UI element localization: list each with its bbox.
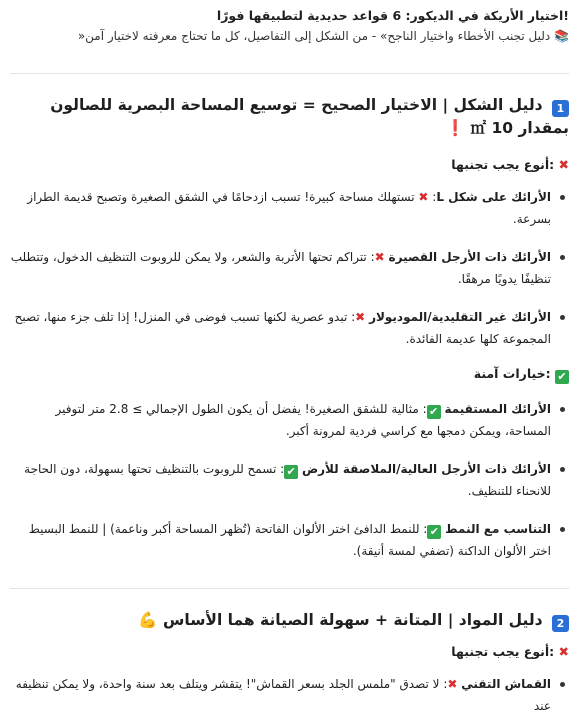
section2-heading <box>10 609 569 632</box>
list-item: الأرائك ذات الأرجل العالية/الملاصقة للأرض ✔: تسمح للروبوت بالتنظيف تحتها بسهولة، دون الحاجة للانحناء للتنظيف. <box>10 458 569 502</box>
list-item: الأرائك غير التقليدية/الموديولار ✖: تبدو عصرية لكنها تسبب فوضى في المنزل! إذا تلف جزء منها، تصبح المجموعة كلها عديمة الفائدة. <box>10 306 569 350</box>
item-term: الأرائك على شكل L <box>436 190 551 204</box>
check-icon: ✔ <box>555 370 569 384</box>
section1-safe-list <box>10 398 569 562</box>
item-term: الأرائك المستقيمة <box>444 402 551 416</box>
item-term: الأرائك ذات الأرجل العالية/الملاصقة للأرض <box>301 462 551 476</box>
cross-icon: ✖ <box>355 310 366 324</box>
cross-icon: ✖ <box>374 250 385 264</box>
cross-icon: ✖ <box>558 644 569 659</box>
check-icon: ✔ <box>427 405 441 419</box>
cross-icon: ✖ <box>418 190 429 204</box>
section1-number-badge: 1 <box>552 100 569 117</box>
intro-title: !اختيار الأريكة في الديكور: 6 قواعد حديدية لتطبيقها فورًا <box>216 8 569 23</box>
cross-icon: ✖ <box>558 157 569 172</box>
item-text: تتراكم تحتها الأتربة والشعر، ولا يمكن للروبوت التنظيف الدخول، وتتطلب تنظيفًا يدويًا مرهقًا. <box>10 250 551 286</box>
list-item: الأرائك على شكل L: ✖ تستهلك مساحة كبيرة! تسبب ازدحامًا في الشقق الصغيرة وتصبح قديمة الطراز بسرعة. <box>10 186 569 230</box>
item-term: التناسب مع النمط <box>445 522 551 536</box>
section1-avoid-list <box>10 186 569 350</box>
item-term: القماش التقني <box>461 677 551 691</box>
section2-title: دليل المواد | المتانة + سهولة الصيانة هما الأساس <box>162 611 543 629</box>
divider <box>10 73 569 74</box>
item-text: تسمح للروبوت بالتنظيف تحتها بسهولة، دون الحاجة للانحناء للتنظيف. <box>24 462 551 498</box>
check-icon: ✔ <box>284 465 298 479</box>
cross-icon: ✖ <box>447 677 458 691</box>
section1-safe-label <box>10 366 569 384</box>
check-icon: ✔ <box>427 525 441 539</box>
section1-title: دليل الشكل | الاختيار الصحيح = توسيع المساحة البصرية للصالون بمقدار 10 ㎡ <box>50 96 569 137</box>
section1-avoid-label <box>10 157 569 172</box>
section2 <box>10 609 569 717</box>
intro-subtitle-text: دليل تجنب الأخطاء واختيار الناجح» - من الشكل إلى التفاصيل، كل ما تحتاج معرفته لاختيار آمن« <box>77 29 551 43</box>
section2-avoid-list <box>10 673 569 717</box>
safe-label-text: :خيارات آمنة <box>473 366 551 381</box>
list-item: الأرائك ذات الأرجل القصيرة ✖: تتراكم تحتها الأتربة والشعر، ولا يمكن للروبوت التنظيف الدخول، وتتطلب تنظيفًا يدويًا مرهقًا. <box>10 246 569 290</box>
item-text: للنمط الدافئ اختر الألوان الفاتحة (تُظهر المساحة أكبر وناعمة) | للنمط البسيط اختر الألوان الداكنة (تضفي لمسة أنيقة). <box>28 522 551 558</box>
item-term: الأرائك ذات الأرجل القصيرة <box>388 250 551 264</box>
section2-number-badge: 2 <box>552 615 569 632</box>
list-item: التناسب مع النمط ✔: للنمط الدافئ اختر الألوان الفاتحة (تُظهر المساحة أكبر وناعمة) | للنمط البسيط اختر الألوان الداكنة (تضفي لمسة أنيقة). <box>10 518 569 562</box>
item-text: تستهلك مساحة كبيرة! تسبب ازدحامًا في الشقق الصغيرة وتصبح قديمة الطراز بسرعة. <box>27 190 551 226</box>
avoid-label-text: :أنوع يجب تجنبها <box>451 644 555 659</box>
list-item: القماش التقني ✖: لا تصدق "ملمس الجلد بسعر القماش"! يتقشر ويتلف بعد سنة واحدة، ولا يمكن تنظيفه عند <box>10 673 569 717</box>
divider <box>10 588 569 589</box>
list-item: الأرائك المستقيمة ✔: مثالية للشقق الصغيرة! يفضل أن يكون الطول الإجمالي ≥ 2.8 متر لتوفير المساحة، ويمكن دمجها مع كراسي فردية لمرونة أكبر. <box>10 398 569 442</box>
section2-avoid-label <box>10 644 569 659</box>
section1-heading <box>10 94 569 139</box>
muscle-icon: 💪 <box>138 611 158 629</box>
books-icon: 📚 <box>554 29 569 43</box>
item-term: الأرائك غير التقليدية/الموديولار <box>369 310 551 324</box>
item-text: لا تصدق "ملمس الجلد بسعر القماش"! يتقشر ويتلف بعد سنة واحدة، ولا يمكن تنظيفه عند <box>15 677 551 713</box>
exclamation-icon: ❗ <box>445 119 466 137</box>
item-text: مثالية للشقق الصغيرة! يفضل أن يكون الطول الإجمالي ≥ 2.8 متر لتوفير المساحة، ويمكن دمجها مع كراسي فردية لمرونة أكبر. <box>55 402 551 438</box>
item-text: تبدو عصرية لكنها تسبب فوضى في المنزل! إذا تلف جزء منها، تصبح المجموعة كلها عديمة الفائدة. <box>14 310 551 346</box>
avoid-label-text: :أنوع يجب تجنبها <box>451 157 555 172</box>
intro-subtitle <box>10 29 569 43</box>
